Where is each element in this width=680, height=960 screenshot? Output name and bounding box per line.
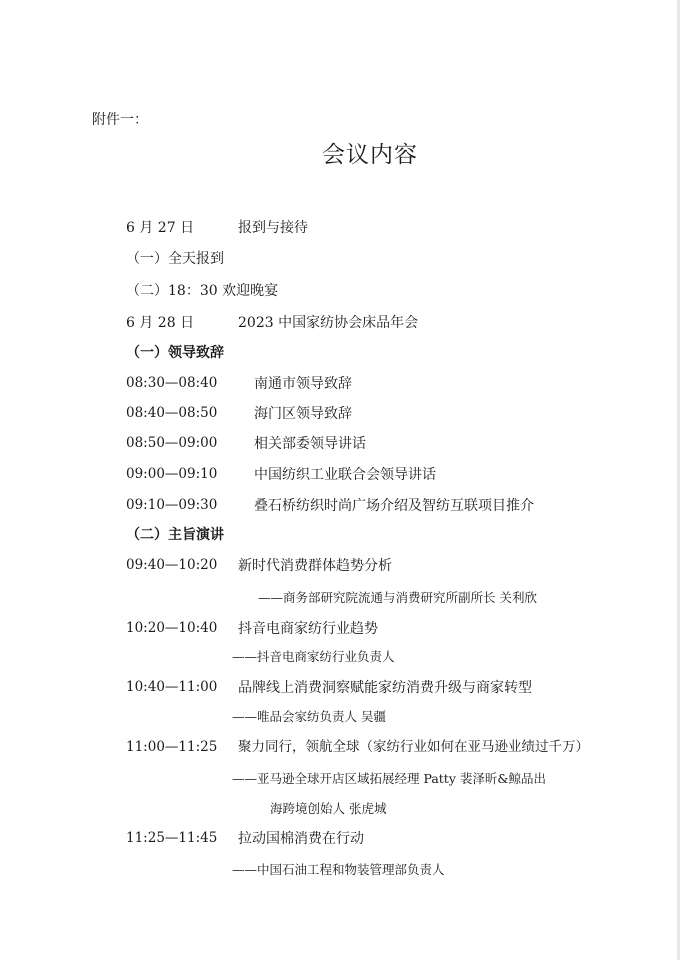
speech-time: 11:00—11:25 [126, 739, 218, 755]
speech-topic: 新时代消费群体趋势分析 [238, 558, 392, 574]
speech-topic: 抖音电商家纺行业趋势 [238, 621, 378, 637]
section1-heading: （一）领导致辞 [126, 345, 224, 361]
speech-topic: 拉动国棉消费在行动 [238, 831, 364, 847]
speech-speaker-continued: 海跨境创始人 张虎城 [270, 801, 387, 816]
speech-time: 10:20—10:40 [126, 620, 218, 636]
day1-date: 6 月 27 日 [126, 220, 195, 236]
schedule-item: 中国纺织工业联合会领导讲话 [254, 467, 436, 483]
speech-topic: 聚力同行，领航全球（家纺行业如何在亚马逊业绩过千万） [238, 739, 589, 755]
speech-time: 11:25—11:45 [126, 830, 218, 846]
schedule-time: 08:50—09:00 [126, 435, 218, 451]
day1-item: （二）18：30 欢迎晚宴 [126, 283, 279, 299]
schedule-time: 08:30—08:40 [126, 375, 218, 391]
schedule-item: 相关部委领导讲话 [254, 436, 366, 452]
day2-heading: 2023 中国家纺协会床品年会 [238, 315, 419, 331]
day1-heading: 报到与接待 [238, 220, 308, 236]
day1-item: （一）全天报到 [126, 251, 224, 267]
schedule-item: 叠石桥纺织时尚广场介绍及智纺互联项目推介 [254, 498, 534, 514]
schedule-time: 09:00—09:10 [126, 466, 218, 482]
speech-time: 10:40—11:00 [126, 679, 218, 695]
speech-speaker: ——抖音电商家纺行业负责人 [232, 649, 395, 664]
schedule-time: 09:10—09:30 [126, 497, 218, 513]
speech-topic: 品牌线上消费洞察赋能家纺消费升级与商家转型 [238, 680, 532, 696]
speech-time: 09:40—10:20 [126, 557, 218, 573]
speech-speaker: ——中国石油工程和物装管理部负责人 [232, 862, 445, 877]
attachment-label: 附件一： [92, 112, 148, 128]
speech-speaker: ——唯品会家纺负责人 吴疆 [232, 709, 386, 724]
schedule-time: 08:40—08:50 [126, 405, 218, 421]
schedule-item: 海门区领导致辞 [254, 406, 352, 422]
page-title: 会议内容 [322, 142, 418, 168]
day2-date: 6 月 28 日 [126, 315, 195, 331]
schedule-item: 南通市领导致辞 [254, 376, 352, 392]
section2-heading: （二）主旨演讲 [126, 527, 224, 543]
speech-speaker: ——亚马逊全球开店区域拓展经理 Patty 裴泽昕&鲸品出 [232, 771, 546, 786]
speech-speaker: ——商务部研究院流通与消费研究所副所长 关利欣 [258, 590, 537, 605]
